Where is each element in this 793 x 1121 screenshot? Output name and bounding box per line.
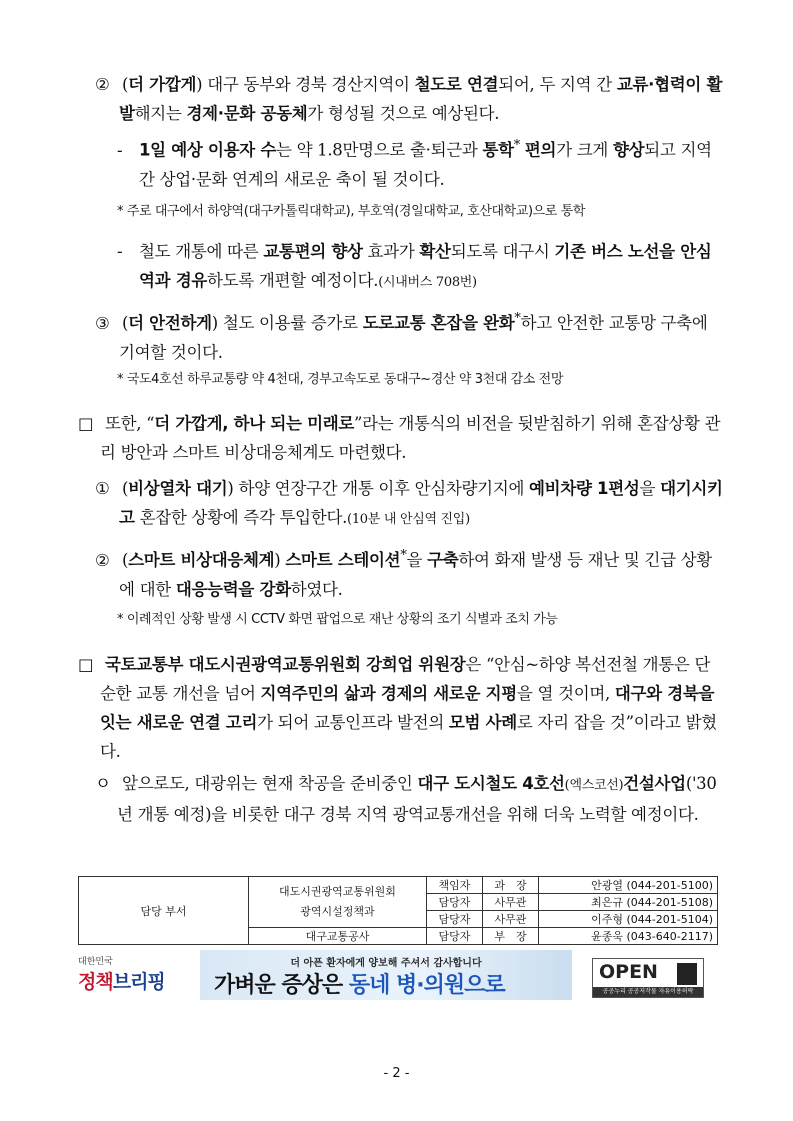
contact-person: 안광열 (044-201-5100) xyxy=(539,877,718,894)
table-row xyxy=(79,877,718,894)
paragraph-bus-route: - 철도 개통에 따른 교통편의 향상 효과가 확산되도록 대구시 기존 버스 노선을 안심역과 경유하도록 개편할 예정이다.(시내버스 708번) xyxy=(117,237,725,297)
paragraph-daily-users: - 1일 예상 이용자 수는 약 1.8만명으로 출·퇴근과 통학* 편의가 크게 향상되고 지역 간 상업·문화 연계의 새로운 축이 될 것이다. xyxy=(117,131,725,194)
paragraph-vision: □ 또한, “더 가깝게, 하나 되는 미래로”라는 개통식의 비전을 뒷받침하기 위해 혼잡상황 관리 방안과 스마트 비상대응체계도 마련했다. xyxy=(78,409,725,467)
contact-title: 부 장 xyxy=(483,928,539,945)
footnote-commute: * 주로 대구에서 하양역(대구카톨릭대학교), 부호역(경일대학교, 호산대학교)으로 통학 xyxy=(117,204,586,219)
square-bullet: □ xyxy=(78,655,94,674)
page-number: - 2 - xyxy=(383,1066,410,1081)
contact-person: 최은규 (044-201-5108) xyxy=(539,894,718,911)
footnote-traffic: * 국도4호선 하루교통량 약 4천대, 경부고속도로 동대구~경산 약 3천대 감소 전망 xyxy=(117,372,564,387)
paragraph-chairman-quote: □ 국토교통부 대도시권광역교통위원회 강희업 위원장은 “안심~하양 복선전철 개통은 단순한 교통 개선을 넘어 지역주민의 삶과 경제의 새로운 지평을 열 것이며, 대구와 경북을 잇는 새로운 연결 고리가 되어 교통인프라 발전의 모범 사례로 자리 잡을 것”이라고 밝혔다. xyxy=(78,650,725,766)
circled-number-3: ③ xyxy=(95,313,110,333)
contact-title: 사무관 xyxy=(483,894,539,911)
circled-number-1: ① xyxy=(95,479,110,498)
paragraph-closer: ② (더 가깝게) 대구 동부와 경북 경산지역이 철도로 연결되어, 두 지역 간 교류·협력이 활발해지는 경제·문화 공동체가 형성될 것으로 예상된다. xyxy=(95,70,725,128)
contact-table xyxy=(78,876,718,945)
dash-bullet: - xyxy=(117,242,123,261)
circled-number-2: ② xyxy=(95,550,110,570)
circle-bullet: ㅇ xyxy=(95,774,111,793)
square-bullet: □ xyxy=(78,414,94,433)
contact-role: 책임자 xyxy=(427,877,483,894)
policy-briefing-logo[interactable]: 대한민국 정책브리핑 xyxy=(78,957,165,993)
contact-person: 윤종욱 (043-640-2117) xyxy=(539,928,718,945)
contact-role: 담당자 xyxy=(427,894,483,911)
contact-title: 과 장 xyxy=(483,877,539,894)
contact-role: 담당자 xyxy=(427,911,483,928)
dept-org1: 대도시권광역교통위원회 광역시설정책과 xyxy=(249,877,427,928)
circled-number-2: ② xyxy=(95,75,110,94)
contact-person: 이주형 (044-201-5104) xyxy=(539,911,718,928)
paragraph-smart-emergency: ② (스마트 비상대응체계) 스마트 스테이션*을 구축하여 화재 발생 등 재난 및 긴급 상황에 대한 대응능력을 강화하였다. xyxy=(95,541,725,604)
kogl-open-license-badge[interactable]: OPEN 공공누리 공공저작물 자유이용허락 xyxy=(592,958,704,998)
contact-role: 담당자 xyxy=(427,928,483,945)
dash-bullet: - xyxy=(117,140,123,160)
footnote-cctv: * 이례적인 상황 발생 시 CCTV 화면 팝업으로 재난 상황의 조기 식별과 조치 가능 xyxy=(117,612,558,627)
campaign-banner[interactable]: 더 아픈 환자에게 양보해 주셔서 감사합니다 가벼운 증상은 동네 병·의원으로 xyxy=(200,950,572,1000)
contact-title: 사무관 xyxy=(483,911,539,928)
paragraph-safer: ③ (더 안전하게) 철도 이용률 증가로 도로교통 혼잡을 완화*하고 안전한 교통망 구축에 기여할 것이다. xyxy=(95,304,725,367)
paragraph-future-plan: ㅇ 앞으로도, 대광위는 현재 착공을 준비중인 대구 도시철도 4호선(엑스코선)건설사업('30년 개통 예정)을 비롯한 대구 경북 지역 광역교통개선을 위해 더욱 노력할 예정이다. xyxy=(95,769,725,829)
paragraph-standby-train: ① (비상열차 대기) 하양 연장구간 개통 이후 안심차량기지에 예비차량 1편성을 대기시키고 혼잡한 상황에 즉각 투입한다.(10분 내 안심역 진입) xyxy=(95,474,725,534)
footer-bar xyxy=(78,950,718,1006)
dept-org2: 대구교통공사 xyxy=(249,928,427,945)
license-type-icon xyxy=(677,963,697,985)
dept-label: 담당 부서 xyxy=(79,877,249,945)
